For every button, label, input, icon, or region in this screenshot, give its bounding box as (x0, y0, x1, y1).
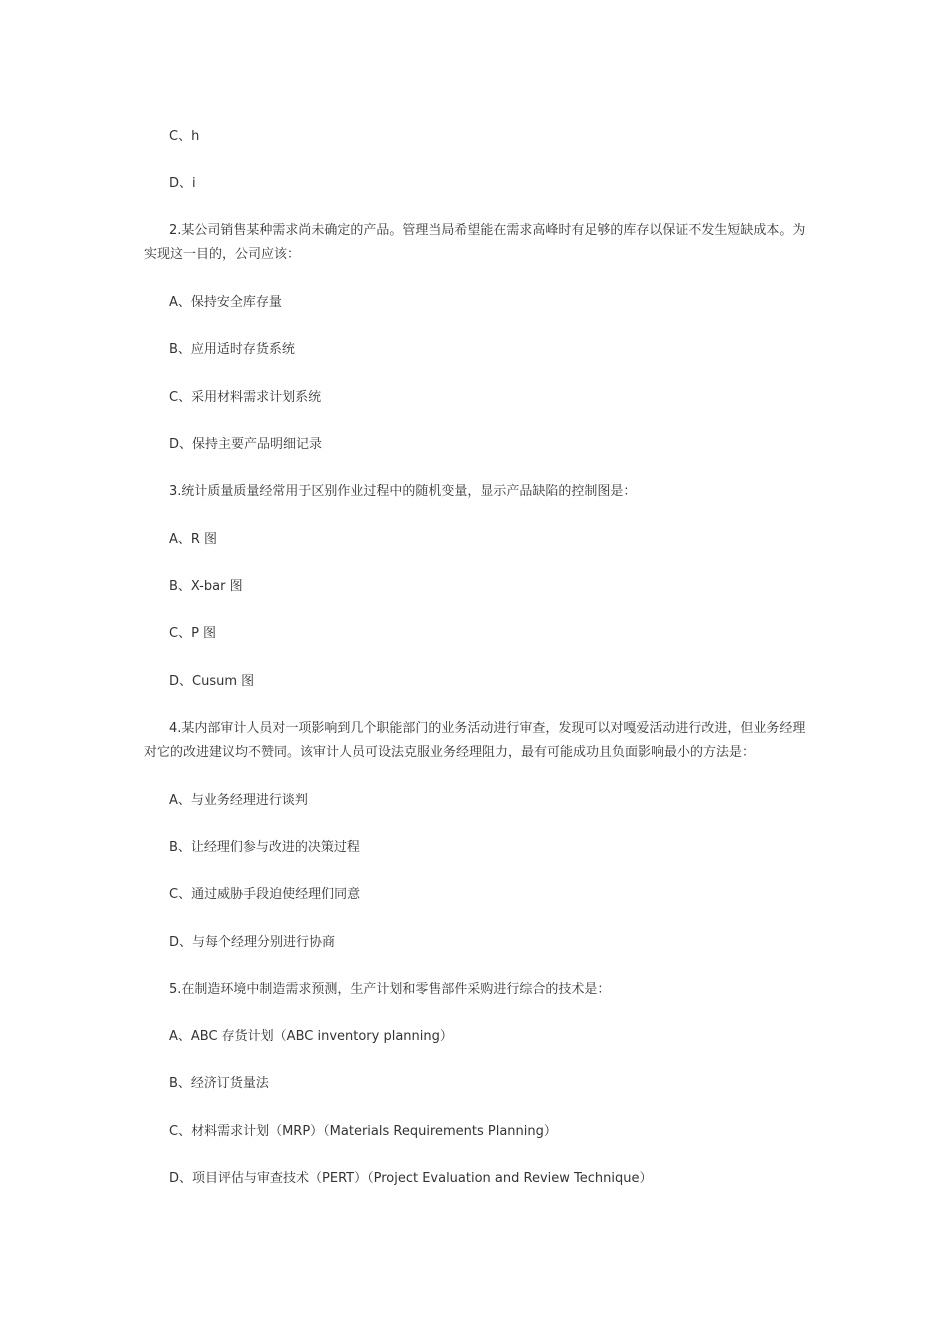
q3-option-a: A、R 图 (169, 532, 218, 547)
q5-option-c: C、材料需求计划（MRP）（Materials Requirements Planning） (169, 1124, 557, 1139)
q4-option-c: C、通过威胁手段迫使经理们同意 (169, 887, 361, 902)
q4-option-d: D、与每个经理分别进行协商 (169, 935, 336, 950)
q2-stem: 2.某公司销售某种需求尚未确定的产品。管理当局希望能在需求高峰时有足够的库存以保证不发生短缺成本。为实现这一目的，公司应该： (144, 223, 806, 262)
q1-option-c: C、h (169, 129, 200, 144)
q5-option-a: A、ABC 存货计划（ABC inventory planning） (169, 1029, 453, 1044)
q2-option-a: A、保持安全库存量 (169, 295, 282, 310)
q3-option-b: B、X-bar 图 (169, 579, 243, 594)
q2-option-d: D、保持主要产品明细记录 (169, 437, 323, 452)
q3-option-d: D、Cusum 图 (169, 674, 255, 689)
q2-option-c: C、采用材料需求计划系统 (169, 390, 322, 405)
q5-option-d: D、项目评估与审查技术（PERT）（Project Evaluation and Review Technique） (169, 1171, 653, 1186)
q2-option-b: B、应用适时存货系统 (169, 342, 295, 357)
q4-option-b: B、让经理们参与改进的决策过程 (169, 840, 360, 855)
q5-stem: 5.在制造环境中制造需求预测，生产计划和零售部件采购进行综合的技术是： (169, 982, 611, 997)
q1-option-d: D、i (169, 176, 196, 191)
q5-option-b: B、经济订货量法 (169, 1076, 269, 1091)
q4-stem: 4.某内部审计人员对一项影响到几个职能部门的业务活动进行审查，发现可以对嘎爱活动进行改进，但业务经理对它的改进建议均不赞同。该审计人员可设法克服业务经理阻力，最有可能成功且负面影响最小的方法是： (144, 721, 806, 760)
q3-stem: 3.统计质量质量经常用于区别作业过程中的随机变量，显示产品缺陷的控制图是： (169, 484, 637, 499)
q3-option-c: C、P 图 (169, 626, 217, 641)
q4-option-a: A、与业务经理进行谈判 (169, 793, 308, 808)
